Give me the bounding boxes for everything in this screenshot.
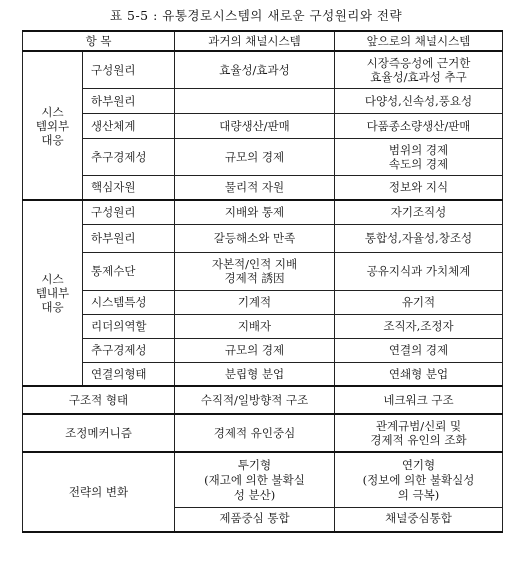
row-past: 물리적 자원 [175, 175, 335, 200]
group-internal: 시스 템내부 대응 [23, 200, 83, 386]
row-item: 하부원리 [83, 88, 175, 113]
row-item: 추구경제성 [83, 138, 175, 175]
table-row [23, 51, 503, 88]
table-row [23, 314, 503, 338]
row-future: 범위의 경제 속도의 경제 [335, 138, 503, 175]
table-row [23, 338, 503, 362]
header-future: 앞으로의 채널시스템 [335, 31, 503, 51]
strategy-past-type: 투기형 [237, 458, 272, 472]
table-row [23, 252, 503, 290]
row-item: 생산체계 [83, 113, 175, 138]
row-past: 자본적/인적 지배 경제적 誘因 [175, 252, 335, 290]
table-row [23, 224, 503, 252]
row-past: 효율성/효과성 [175, 51, 335, 88]
table-row [23, 386, 503, 414]
row-item: 조정메커니즘 [23, 414, 175, 452]
row-past: 분립형 분업 [175, 362, 335, 386]
table-row [23, 362, 503, 386]
row-past: 기계적 [175, 290, 335, 314]
strategy-past [175, 452, 335, 532]
row-past: 규모의 경제 [175, 338, 335, 362]
row-item: 추구경제성 [83, 338, 175, 362]
strategy-future-desc: (정보에 의한 불확실성 의 극복) [362, 473, 475, 502]
row-past: 지배와 통제 [175, 200, 335, 224]
row-item: 전략의 변화 [23, 452, 175, 532]
channel-system-table [22, 30, 503, 533]
table-row [23, 414, 503, 452]
strategy-past-desc: (재고에 의한 불확실 성 분산) [204, 473, 305, 502]
row-future: 시장즉응성에 근거한 효율성/효과성 추구 [335, 51, 503, 88]
row-future: 관계규범/신뢰 및 경제적 유인의 조화 [335, 414, 503, 452]
strategy-past-integration: 제품중심 통합 [175, 507, 334, 528]
table-row [23, 88, 503, 113]
row-item: 핵심자원 [83, 175, 175, 200]
row-item: 연결의형태 [83, 362, 175, 386]
header-item: 항 목 [23, 31, 175, 51]
row-past: 수직적/일방향적 구조 [175, 386, 335, 414]
row-item: 통제수단 [83, 252, 175, 290]
row-past: 경제적 유인중심 [175, 414, 335, 452]
row-past: 갈등해소와 만족 [175, 224, 335, 252]
header-past: 과거의 채널시스템 [175, 31, 335, 51]
row-item: 구성원리 [83, 200, 175, 224]
row-past: 대량생산/판매 [175, 113, 335, 138]
row-item: 하부원리 [83, 224, 175, 252]
row-future: 연결의 경제 [335, 338, 503, 362]
strategy-future-type: 연기형 [401, 458, 436, 472]
header-row [23, 31, 503, 51]
table-row [23, 113, 503, 138]
table-row [23, 452, 503, 532]
row-future: 자기조직성 [335, 200, 503, 224]
row-future: 공유지식과 가치체계 [335, 252, 503, 290]
row-item: 구조적 형태 [23, 386, 175, 414]
row-future: 연쇄형 분업 [335, 362, 503, 386]
row-past: 지배자 [175, 314, 335, 338]
row-future: 다품종소량생산/판매 [335, 113, 503, 138]
row-past [175, 88, 335, 113]
row-future: 정보와 지식 [335, 175, 503, 200]
row-item: 구성원리 [83, 51, 175, 88]
row-future: 통합성,자율성,창조성 [335, 224, 503, 252]
group-external: 시스 템외부 대응 [23, 51, 83, 200]
table-row [23, 200, 503, 224]
row-past: 규모의 경제 [175, 138, 335, 175]
row-future: 네크워크 구조 [335, 386, 503, 414]
strategy-future [335, 452, 503, 532]
row-item: 리더의역할 [83, 314, 175, 338]
table-row [23, 175, 503, 200]
row-future: 조직자,조정자 [335, 314, 503, 338]
row-future: 다양성,신속성,풍요성 [335, 88, 503, 113]
row-item: 시스템특성 [83, 290, 175, 314]
table-row [23, 290, 503, 314]
strategy-future-integration: 채널중심통합 [335, 507, 502, 528]
table-title: 표 5-5 : 유통경로시스템의 새로운 구성원리와 전략 [109, 8, 403, 23]
row-future: 유기적 [335, 290, 503, 314]
table-row [23, 138, 503, 175]
